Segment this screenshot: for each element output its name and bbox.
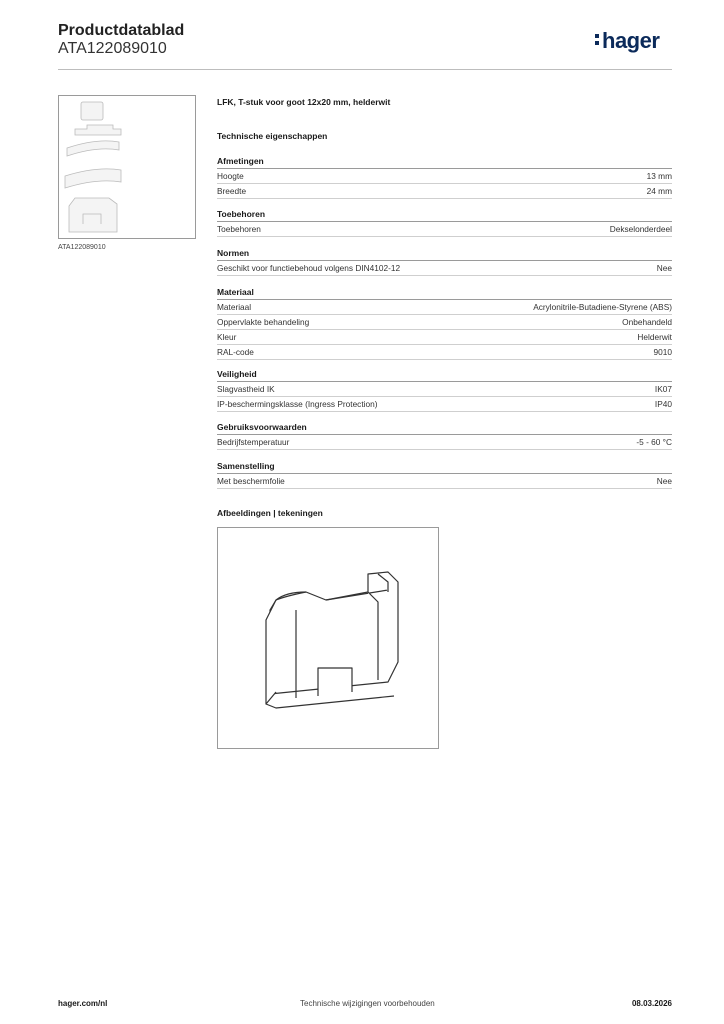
- spec-value: Nee: [656, 263, 672, 273]
- spec-label: Bedrijfstemperatuur: [217, 437, 290, 447]
- section-heading: Samenstelling: [217, 461, 672, 474]
- footer-date: 08.03.2026: [631, 999, 672, 1008]
- spec-value: Dekselonderdeel: [609, 224, 672, 234]
- logo-text: hager: [602, 28, 660, 53]
- section-heading: Toebehoren: [217, 209, 672, 222]
- tech-heading: Technische eigenschappen: [217, 131, 328, 141]
- spec-value: Helderwit: [637, 332, 672, 342]
- spec-value: IK07: [654, 384, 672, 394]
- section-afmetingen: [217, 156, 672, 199]
- section-toebehoren: [217, 209, 672, 237]
- images-heading: Afbeeldingen | tekeningen: [217, 508, 323, 518]
- footer-website[interactable]: hager.com/nl: [58, 999, 108, 1008]
- section-heading: Normen: [217, 248, 672, 261]
- spec-label: Hoogte: [217, 171, 244, 181]
- spec-value: Onbehandeld: [622, 317, 672, 327]
- section-heading: Afmetingen: [217, 156, 672, 169]
- section-materiaal: [217, 287, 672, 360]
- section-heading: Veiligheid: [217, 369, 672, 382]
- spec-value: -5 - 60 °C: [636, 437, 672, 447]
- article-number: ATA122089010: [58, 40, 167, 57]
- spec-label: Oppervlakte behandeling: [217, 317, 310, 327]
- spec-value: Acrylonitrile-Butadiene-Styrene (ABS): [533, 302, 672, 312]
- section-gebruiksvoorwaarden: [217, 422, 672, 450]
- product-parts-illustration: [59, 96, 195, 238]
- spec-row: [217, 382, 672, 397]
- spec-label: Kleur: [217, 332, 237, 342]
- product-name: LFK, T-stuk voor goot 12x20 mm, helderwit: [217, 97, 391, 107]
- spec-row: [217, 222, 672, 237]
- section-heading: Gebruiksvoorwaarden: [217, 422, 672, 435]
- spec-row: [217, 300, 672, 315]
- spec-value: 13 mm: [646, 171, 672, 181]
- page-title: Productdatablad: [58, 22, 185, 39]
- spec-row: [217, 169, 672, 184]
- spec-label: Slagvastheid IK: [217, 384, 275, 394]
- spec-row: [217, 261, 672, 276]
- section-heading: Materiaal: [217, 287, 672, 300]
- spec-label: Toebehoren: [217, 224, 261, 234]
- header-divider: [58, 69, 672, 70]
- product-thumbnail: [58, 95, 196, 239]
- hager-logo: [595, 28, 659, 54]
- spec-row: [217, 315, 672, 330]
- spec-row: [217, 435, 672, 450]
- spec-row: [217, 397, 672, 412]
- spec-label: Met beschermfolie: [217, 476, 285, 486]
- section-samenstelling: [217, 461, 672, 489]
- spec-row: [217, 184, 672, 199]
- t-piece-line-drawing: [218, 528, 438, 748]
- spec-label: IP-beschermingsklasse (Ingress Protection): [217, 399, 378, 409]
- spec-value: Nee: [656, 476, 672, 486]
- spec-label: Materiaal: [217, 302, 252, 312]
- spec-value: 24 mm: [646, 186, 672, 196]
- spec-label: Geschikt voor functiebehoud volgens DIN4102-12: [217, 263, 401, 273]
- footer-disclaimer: Technische wijzigingen voorbehouden: [300, 999, 435, 1008]
- section-veiligheid: [217, 369, 672, 412]
- spec-value: IP40: [654, 399, 672, 409]
- thumbnail-caption: ATA122089010: [58, 244, 106, 251]
- spec-label: Breedte: [217, 186, 247, 196]
- spec-value: 9010: [653, 347, 672, 357]
- spec-row: [217, 330, 672, 345]
- product-drawing: [217, 527, 439, 749]
- spec-row: [217, 345, 672, 360]
- spec-row: [217, 474, 672, 489]
- section-normen: [217, 248, 672, 276]
- logo-dots-icon: [595, 31, 601, 48]
- spec-label: RAL-code: [217, 347, 254, 357]
